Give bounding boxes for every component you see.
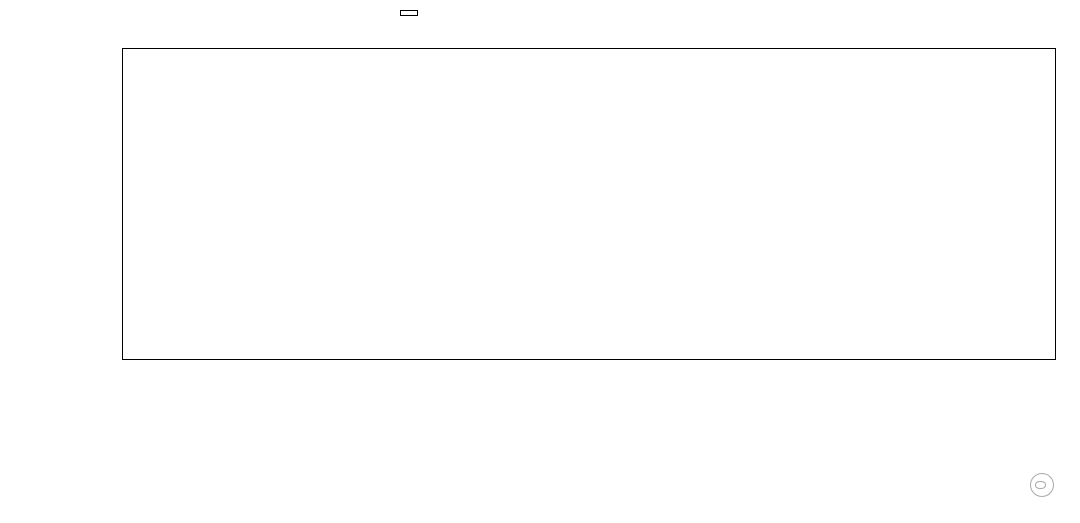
chart-plot-area: [122, 48, 1056, 360]
bars-container: [123, 49, 1055, 359]
watermark: [1030, 473, 1062, 497]
wechat-icon: [1030, 473, 1054, 497]
chart-legend: [400, 10, 418, 16]
